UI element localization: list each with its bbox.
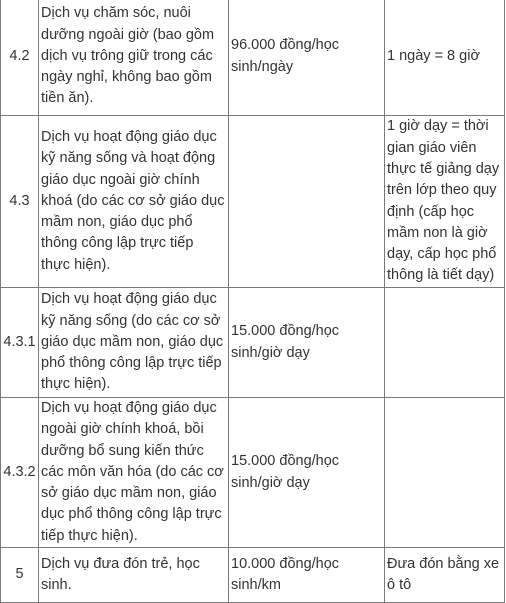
row-index: 5 — [1, 548, 39, 603]
service-description: Dịch vụ chăm sóc, nuôi dưỡng ngoài giờ (bao gồm dịch vụ trông giữ trong các ngày nghỉ, không bao gồm tiền ăn). — [39, 0, 229, 116]
table-row — [1, 116, 505, 288]
service-description: Dịch vụ hoạt động giáo dục kỹ năng sống và hoạt động giáo dục ngoài giờ chính khoá (do các cơ sở giáo dục mầm non, giáo dục phổ thông công lập trực tiếp thực hiện). — [39, 116, 229, 288]
table-row — [1, 398, 505, 548]
note-cell — [385, 288, 505, 398]
price-cell — [229, 116, 385, 288]
note-cell: 1 giờ dạy = thời gian giáo viên thực tế giảng dạy trên lớp theo quy định (cấp học mầm non là giờ dạy, cấp học phổ thông là tiết dạy) — [385, 116, 505, 288]
service-description: Dịch vụ hoạt động giáo dục kỹ năng sống (do các cơ sở giáo dục mầm non, giáo dục phổ thông công lập trực tiếp thực hiện). — [39, 288, 229, 398]
note-cell: 1 ngày = 8 giờ — [385, 0, 505, 116]
service-description: Dịch vụ đưa đón trẻ, học sinh. — [39, 548, 229, 603]
table-row — [1, 548, 505, 603]
table-row — [1, 0, 505, 116]
note-cell: Đưa đón bằng xe ô tô — [385, 548, 505, 603]
price-cell: 15.000 đồng/học sinh/giờ dạy — [229, 398, 385, 548]
service-description: Dịch vụ hoạt động giáo dục ngoài giờ chính khoá, bồi dưỡng bổ sung kiến thức các môn văn hóa (do các cơ sở giáo dục mầm non, giáo dục phổ thông công lập trực tiếp thực hiện). — [39, 398, 229, 548]
note-cell — [385, 398, 505, 548]
row-index: 4.2 — [1, 0, 39, 116]
price-cell: 96.000 đồng/học sinh/ngày — [229, 0, 385, 116]
table-row — [1, 288, 505, 398]
row-index: 4.3.2 — [1, 398, 39, 548]
row-index: 4.3.1 — [1, 288, 39, 398]
price-cell: 15.000 đồng/học sinh/giờ dạy — [229, 288, 385, 398]
row-index: 4.3 — [1, 116, 39, 288]
price-cell: 10.000 đồng/học sinh/km — [229, 548, 385, 603]
